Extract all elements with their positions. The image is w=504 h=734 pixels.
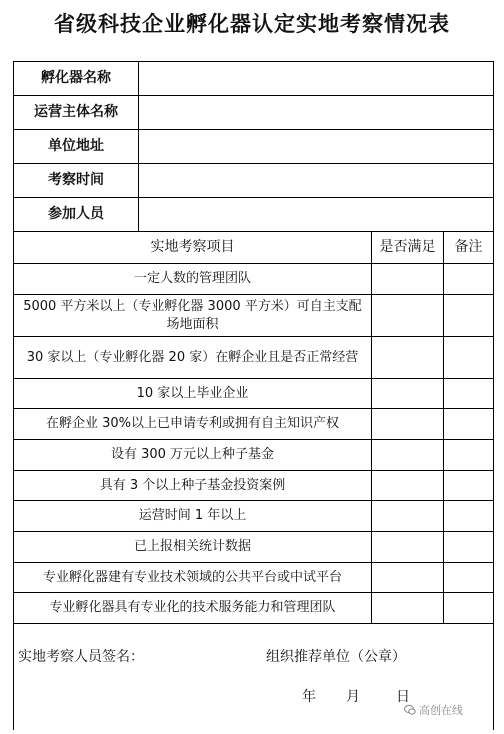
info-value-field[interactable] [139,96,494,130]
remark-field[interactable] [444,563,494,593]
info-value-field[interactable] [139,164,494,198]
check-row [14,532,494,563]
inspection-form-table [13,61,494,730]
check-row [14,563,494,593]
info-label: 单位地址 [14,130,139,164]
org-seal-label: 组织推荐单位（公章） [266,649,406,665]
info-value-field[interactable] [139,198,494,232]
check-header-row [14,232,494,264]
check-row [14,295,494,337]
check-item-label: 专业孵化器具有专业化的技术服务能力和管理团队 [14,593,372,624]
check-item-label: 运营时间 1 年以上 [14,501,372,532]
header-satisfied: 是否满足 [372,232,444,264]
check-item-label: 设有 300 万元以上种子基金 [14,440,372,471]
info-label: 孵化器名称 [14,62,139,96]
remark-field[interactable] [444,471,494,501]
check-item-label: 已上报相关统计数据 [14,532,372,563]
remark-field[interactable] [444,440,494,471]
check-row [14,379,494,409]
info-label: 考察时间 [14,164,139,198]
check-row [14,593,494,624]
satisfied-field[interactable] [372,471,444,501]
info-row [14,62,494,96]
satisfied-field[interactable] [372,501,444,532]
check-item-label: 在孵企业 30%以上已申请专利或拥有自主知识产权 [14,409,372,440]
satisfied-field[interactable] [372,532,444,563]
date-year-label: 年 [302,689,316,705]
info-row [14,130,494,164]
date-month-label: 月 [346,689,360,705]
satisfied-field[interactable] [372,379,444,409]
remark-field[interactable] [444,264,494,295]
header-item: 实地考察项目 [14,232,372,264]
info-value-field[interactable] [139,130,494,164]
date-day-label: 日 [396,689,410,705]
check-row [14,471,494,501]
remark-field[interactable] [444,532,494,563]
check-row [14,264,494,295]
satisfied-field[interactable] [372,440,444,471]
satisfied-field[interactable] [372,593,444,624]
info-value-field[interactable] [139,62,494,96]
remark-field[interactable] [444,295,494,337]
satisfied-field[interactable] [372,264,444,295]
check-item-label: 30 家以上（专业孵化器 20 家）在孵企业且是否正常经营 [14,337,372,379]
info-label: 运营主体名称 [14,96,139,130]
satisfied-field[interactable] [372,295,444,337]
satisfied-field[interactable] [372,563,444,593]
satisfied-field[interactable] [372,409,444,440]
check-row [14,440,494,471]
info-row [14,96,494,130]
info-row [14,164,494,198]
satisfied-field[interactable] [372,337,444,379]
check-item-label: 10 家以上毕业企业 [14,379,372,409]
remark-field[interactable] [444,337,494,379]
chat-bubble-icon [404,704,416,716]
check-item-label: 5000 平方米以上（专业孵化器 3000 平方米）可自主支配场地面积 [14,295,372,337]
remark-field[interactable] [444,593,494,624]
info-label: 参加人员 [14,198,139,232]
check-item-label: 一定人数的管理团队 [14,264,372,295]
check-row [14,409,494,440]
info-row [14,198,494,232]
check-row [14,337,494,379]
check-row [14,501,494,532]
check-item-label: 专业孵化器建有专业技术领域的公共平台或中试平台 [14,563,372,593]
page-title: 省级科技企业孵化器认定实地考察情况表 [54,12,450,36]
watermark [404,702,463,718]
watermark-text: 高创在线 [419,704,463,717]
header-remark: 备注 [444,232,494,264]
remark-field[interactable] [444,501,494,532]
remark-field[interactable] [444,379,494,409]
inspector-signature-label: 实地考察人员签名： [18,649,144,665]
remark-field[interactable] [444,409,494,440]
check-item-label: 具有 3 个以上种子基金投资案例 [14,471,372,501]
